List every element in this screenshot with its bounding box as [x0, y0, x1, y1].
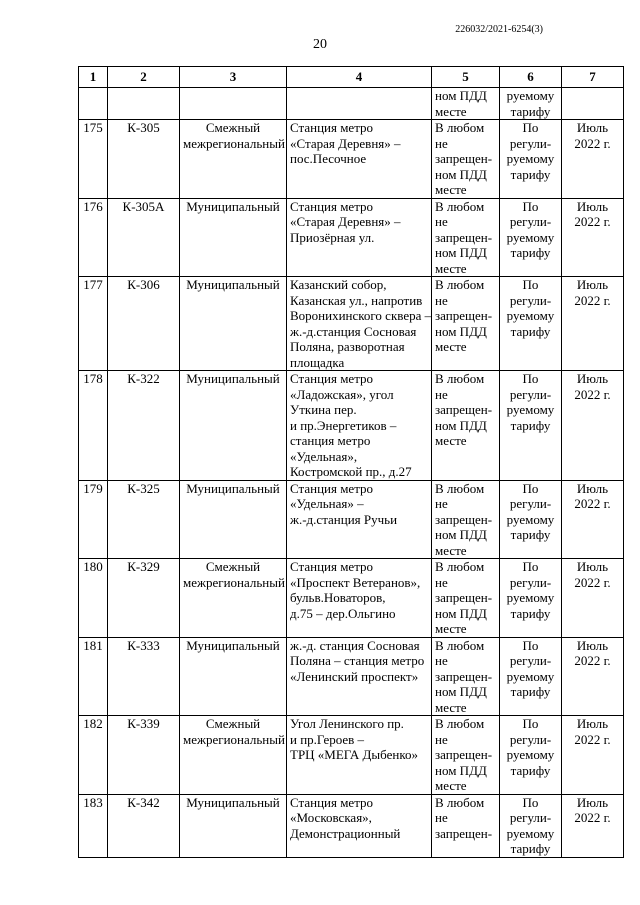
cell-line: «Удельная» – — [290, 496, 364, 511]
cell-line: запрещен- — [435, 308, 493, 323]
cell-line: По — [522, 120, 539, 135]
cell-line: месте — [435, 103, 467, 119]
cell-line: Июль — [576, 198, 609, 214]
cell-line: ном ПДД — [435, 166, 487, 182]
cell-path — [287, 120, 432, 199]
cell-line: По — [522, 277, 539, 292]
cell-type — [180, 198, 287, 277]
cell-tariff — [500, 716, 562, 795]
cell-line: Казанский собор, — [290, 277, 387, 292]
cell-line: Воронихинского сквера – — [290, 308, 432, 323]
cell-line: ном ПДД — [435, 417, 487, 433]
cell-line: тарифу — [510, 605, 551, 621]
cell-path — [287, 716, 432, 795]
cell-stops — [432, 559, 500, 638]
cell-line: Муниципальный — [186, 480, 280, 496]
cell-line: Смежный — [205, 716, 261, 731]
cell-line: тарифу — [510, 166, 551, 182]
cell-line: запрещен- — [435, 747, 493, 762]
cell-tariff — [500, 277, 562, 371]
cell-line: и пр.Героев – — [290, 731, 365, 747]
cell-line: руемому — [506, 590, 555, 605]
table-row — [79, 637, 624, 716]
cell-line: В любом — [435, 480, 485, 496]
cell-stops — [432, 277, 500, 371]
cell-line: ном ПДД — [435, 762, 487, 778]
table-row — [79, 559, 624, 638]
continuation-row — [79, 88, 624, 120]
cell-line: месте — [435, 621, 467, 636]
cell-num: 176 — [79, 198, 108, 277]
cell-type — [180, 371, 287, 481]
cell-line: руемому — [506, 151, 555, 166]
cell-line: тарифу — [510, 527, 551, 542]
cell-line: площадка — [290, 354, 345, 370]
cell-line: По — [522, 371, 539, 386]
cell-line: ж.-д.станция Ручьи — [290, 511, 398, 527]
cell-type — [180, 794, 287, 857]
cell-date — [562, 88, 624, 120]
cell-line: месте — [435, 339, 467, 354]
cell-line: месте — [435, 260, 467, 276]
cell-type — [180, 716, 287, 795]
cell-line: ном ПДД — [435, 527, 487, 542]
cell-line: В любом — [435, 120, 485, 135]
cell-line: запрещен- — [435, 590, 493, 605]
cell-line: ном ПДД — [435, 323, 487, 339]
cell-line: Июль — [576, 277, 609, 292]
cell-line: В любом — [435, 277, 485, 292]
cell-num: 175 — [79, 120, 108, 199]
cell-line: Июль — [576, 559, 609, 574]
cell-line: 2022 г. — [574, 496, 611, 511]
cell-path — [287, 371, 432, 481]
cell-line: Демонстрационный — [290, 825, 401, 841]
cell-line: месте — [435, 778, 467, 793]
cell-line: межрегиональный — [183, 135, 285, 151]
cell-path — [287, 198, 432, 277]
cell-line: месте — [435, 699, 467, 715]
cell-line: месте — [435, 433, 467, 448]
cell-line: межрегиональный — [183, 574, 285, 590]
cell-line: «Удельная», — [290, 448, 358, 464]
table-body — [79, 88, 624, 858]
cell-line: регули- — [509, 496, 552, 511]
cell-line: регули- — [509, 214, 552, 229]
cell-line: «Старая Деревня» – — [290, 135, 401, 151]
cell-line: тарифу — [510, 323, 551, 339]
cell-tariff — [500, 794, 562, 857]
cell-type — [180, 559, 287, 638]
table-header-row — [79, 67, 624, 88]
cell-line: «Ленинский проспект» — [290, 668, 419, 684]
cell-line: В любом — [435, 794, 485, 810]
cell-line: регули- — [509, 653, 552, 668]
document-id: 226032/2021-6254(3) — [455, 24, 543, 35]
cell-line: Муниципальный — [186, 198, 280, 214]
cell-line: месте — [435, 182, 467, 197]
cell-line: не — [435, 135, 448, 151]
table-row — [79, 277, 624, 371]
cell-num: 182 — [79, 716, 108, 795]
cell-line: 2022 г. — [574, 135, 611, 151]
cell-line: Станция метро — [290, 559, 374, 574]
cell-line: не — [435, 496, 448, 511]
cell-line: ном ПДД — [435, 88, 487, 103]
cell-type — [180, 88, 287, 120]
cell-line: станция метро — [290, 433, 371, 448]
cell-num: 183 — [79, 794, 108, 857]
cell-line: Угол Ленинского пр. — [290, 716, 404, 731]
cell-line: регули- — [509, 292, 552, 308]
cell-path — [287, 88, 432, 120]
cell-line: месте — [435, 542, 467, 558]
cell-line: не — [435, 653, 448, 668]
cell-date — [562, 480, 624, 559]
cell-line: запрещен- — [435, 668, 493, 684]
cell-date — [562, 559, 624, 638]
cell-line: 2022 г. — [574, 214, 611, 229]
table-row — [79, 480, 624, 559]
cell-line: ж.-д.станция Сосновая — [290, 323, 417, 339]
cell-line: ном ПДД — [435, 245, 487, 260]
cell-stops — [432, 716, 500, 795]
cell-line: 2022 г. — [574, 810, 611, 825]
cell-path — [287, 277, 432, 371]
cell-line: «Ладожская», угол — [290, 386, 394, 402]
cell-line: руемому — [506, 402, 555, 417]
cell-line: не — [435, 386, 448, 402]
cell-route: К-329 — [108, 559, 180, 638]
cell-route: К-333 — [108, 637, 180, 716]
cell-line: руемому — [506, 229, 555, 245]
column-header: 2 — [108, 67, 180, 88]
cell-line: бульв.Новаторов, — [290, 590, 386, 605]
cell-line: В любом — [435, 559, 485, 574]
cell-line: «Московская», — [290, 810, 372, 825]
cell-route: К-342 — [108, 794, 180, 857]
cell-line: руемому — [506, 825, 555, 841]
cell-route: К-305 — [108, 120, 180, 199]
cell-type — [180, 120, 287, 199]
cell-line: Уткина пер. — [290, 402, 357, 417]
cell-num: 177 — [79, 277, 108, 371]
cell-line: Приозёрная ул. — [290, 229, 375, 245]
cell-num: 180 — [79, 559, 108, 638]
cell-line: тарифу — [510, 103, 551, 119]
cell-date — [562, 637, 624, 716]
cell-line: Костромской пр., д.27 — [290, 464, 412, 479]
cell-date — [562, 198, 624, 277]
table-row — [79, 120, 624, 199]
table-row — [79, 716, 624, 795]
column-header: 3 — [180, 67, 287, 88]
cell-line: Июль — [576, 716, 609, 731]
cell-line: межрегиональный — [183, 731, 285, 747]
cell-line: «Проспект Ветеранов», — [290, 574, 421, 590]
cell-line: «Старая Деревня» – — [290, 214, 401, 229]
cell-stops — [432, 637, 500, 716]
cell-type — [180, 637, 287, 716]
cell-line: В любом — [435, 637, 485, 653]
cell-line: Муниципальный — [186, 277, 280, 292]
cell-stops — [432, 198, 500, 277]
cell-stops — [432, 794, 500, 857]
cell-line: регули- — [509, 386, 552, 402]
cell-line: д.75 – дер.Ольгино — [290, 605, 396, 621]
column-header: 6 — [500, 67, 562, 88]
cell-date — [562, 371, 624, 481]
cell-num — [79, 88, 108, 120]
cell-tariff — [500, 198, 562, 277]
cell-line: Поляна – станция метро — [290, 653, 425, 668]
cell-line: тарифу — [510, 762, 551, 778]
cell-line: тарифу — [510, 245, 551, 260]
cell-line: Июль — [576, 637, 609, 653]
cell-line: Муниципальный — [186, 371, 280, 386]
cell-line: руемому — [506, 668, 555, 684]
cell-route — [108, 88, 180, 120]
cell-path — [287, 637, 432, 716]
cell-line: 2022 г. — [574, 386, 611, 402]
cell-line: руемому — [506, 308, 555, 323]
cell-type — [180, 277, 287, 371]
cell-line: Станция метро — [290, 371, 374, 386]
cell-line: регули- — [509, 135, 552, 151]
table-row — [79, 198, 624, 277]
cell-line: Смежный — [205, 120, 261, 135]
cell-line: тарифу — [510, 684, 551, 699]
table-row — [79, 794, 624, 857]
cell-num: 181 — [79, 637, 108, 716]
cell-line: запрещен- — [435, 229, 493, 245]
cell-line: регули- — [509, 731, 552, 747]
cell-line: Станция метро — [290, 198, 374, 214]
cell-line: ж.-д. станция Сосновая — [290, 637, 420, 653]
cell-stops — [432, 120, 500, 199]
cell-line: Июль — [576, 120, 609, 135]
cell-line: 2022 г. — [574, 653, 611, 668]
cell-tariff — [500, 480, 562, 559]
cell-line: Муниципальный — [186, 637, 280, 653]
cell-line: тарифу — [510, 417, 551, 433]
cell-line: запрещен- — [435, 825, 493, 841]
cell-line: регули- — [509, 574, 552, 590]
cell-line: Станция метро — [290, 120, 374, 135]
cell-line: Станция метро — [290, 480, 374, 496]
column-header: 5 — [432, 67, 500, 88]
cell-tariff — [500, 120, 562, 199]
cell-line: не — [435, 292, 448, 308]
cell-stops — [432, 371, 500, 481]
cell-line: запрещен- — [435, 511, 493, 527]
cell-stops — [432, 480, 500, 559]
cell-line: 2022 г. — [574, 731, 611, 747]
cell-line: не — [435, 731, 448, 747]
cell-line: По — [522, 480, 539, 496]
column-header: 4 — [287, 67, 432, 88]
routes-table — [78, 66, 624, 858]
cell-line: По — [522, 637, 539, 653]
cell-line: и пр.Энергетиков – — [290, 417, 397, 433]
cell-date — [562, 120, 624, 199]
cell-num: 179 — [79, 480, 108, 559]
cell-line: По — [522, 716, 539, 731]
cell-line: Поляна, разворотная — [290, 339, 405, 354]
cell-line: ном ПДД — [435, 684, 487, 699]
column-header: 1 — [79, 67, 108, 88]
cell-line: запрещен- — [435, 402, 493, 417]
cell-line: Июль — [576, 371, 609, 386]
cell-line: Июль — [576, 480, 609, 496]
cell-line: ТРЦ «МЕГА Дыбенко» — [290, 747, 418, 762]
cell-date — [562, 794, 624, 857]
cell-type — [180, 480, 287, 559]
cell-num: 178 — [79, 371, 108, 481]
cell-line: не — [435, 810, 448, 825]
cell-line: не — [435, 574, 448, 590]
cell-tariff — [500, 637, 562, 716]
cell-line: 2022 г. — [574, 574, 611, 590]
cell-line: В любом — [435, 716, 485, 731]
cell-line: ном ПДД — [435, 605, 487, 621]
cell-line: 2022 г. — [574, 292, 611, 308]
cell-route: К-305А — [108, 198, 180, 277]
page-number: 20 — [313, 37, 327, 52]
cell-line: В любом — [435, 198, 485, 214]
cell-line: Казанская ул., напротив — [290, 292, 423, 308]
cell-route: К-325 — [108, 480, 180, 559]
cell-line: руемому — [506, 88, 555, 103]
cell-date — [562, 277, 624, 371]
cell-tariff — [500, 559, 562, 638]
cell-line: регули- — [509, 810, 552, 825]
cell-line: пос.Песочное — [290, 151, 367, 166]
cell-line: По — [522, 198, 539, 214]
cell-date — [562, 716, 624, 795]
cell-route: К-306 — [108, 277, 180, 371]
cell-line: запрещен- — [435, 151, 493, 166]
cell-line: По — [522, 559, 539, 574]
cell-line: Муниципальный — [186, 794, 280, 810]
cell-line: руемому — [506, 511, 555, 527]
cell-line: Станция метро — [290, 794, 374, 810]
cell-line: В любом — [435, 371, 485, 386]
cell-path — [287, 794, 432, 857]
column-header: 7 — [562, 67, 624, 88]
cell-line: руемому — [506, 747, 555, 762]
cell-route: К-322 — [108, 371, 180, 481]
cell-path — [287, 480, 432, 559]
cell-line: тарифу — [510, 841, 551, 856]
cell-tariff — [500, 371, 562, 481]
cell-line: По — [522, 794, 539, 810]
cell-line: Июль — [576, 794, 609, 810]
cell-line: не — [435, 214, 448, 229]
cell-stops — [432, 88, 500, 120]
cell-route: К-339 — [108, 716, 180, 795]
table-row — [79, 371, 624, 481]
cell-path — [287, 559, 432, 638]
cell-line: Смежный — [205, 559, 261, 574]
cell-tariff — [500, 88, 562, 120]
